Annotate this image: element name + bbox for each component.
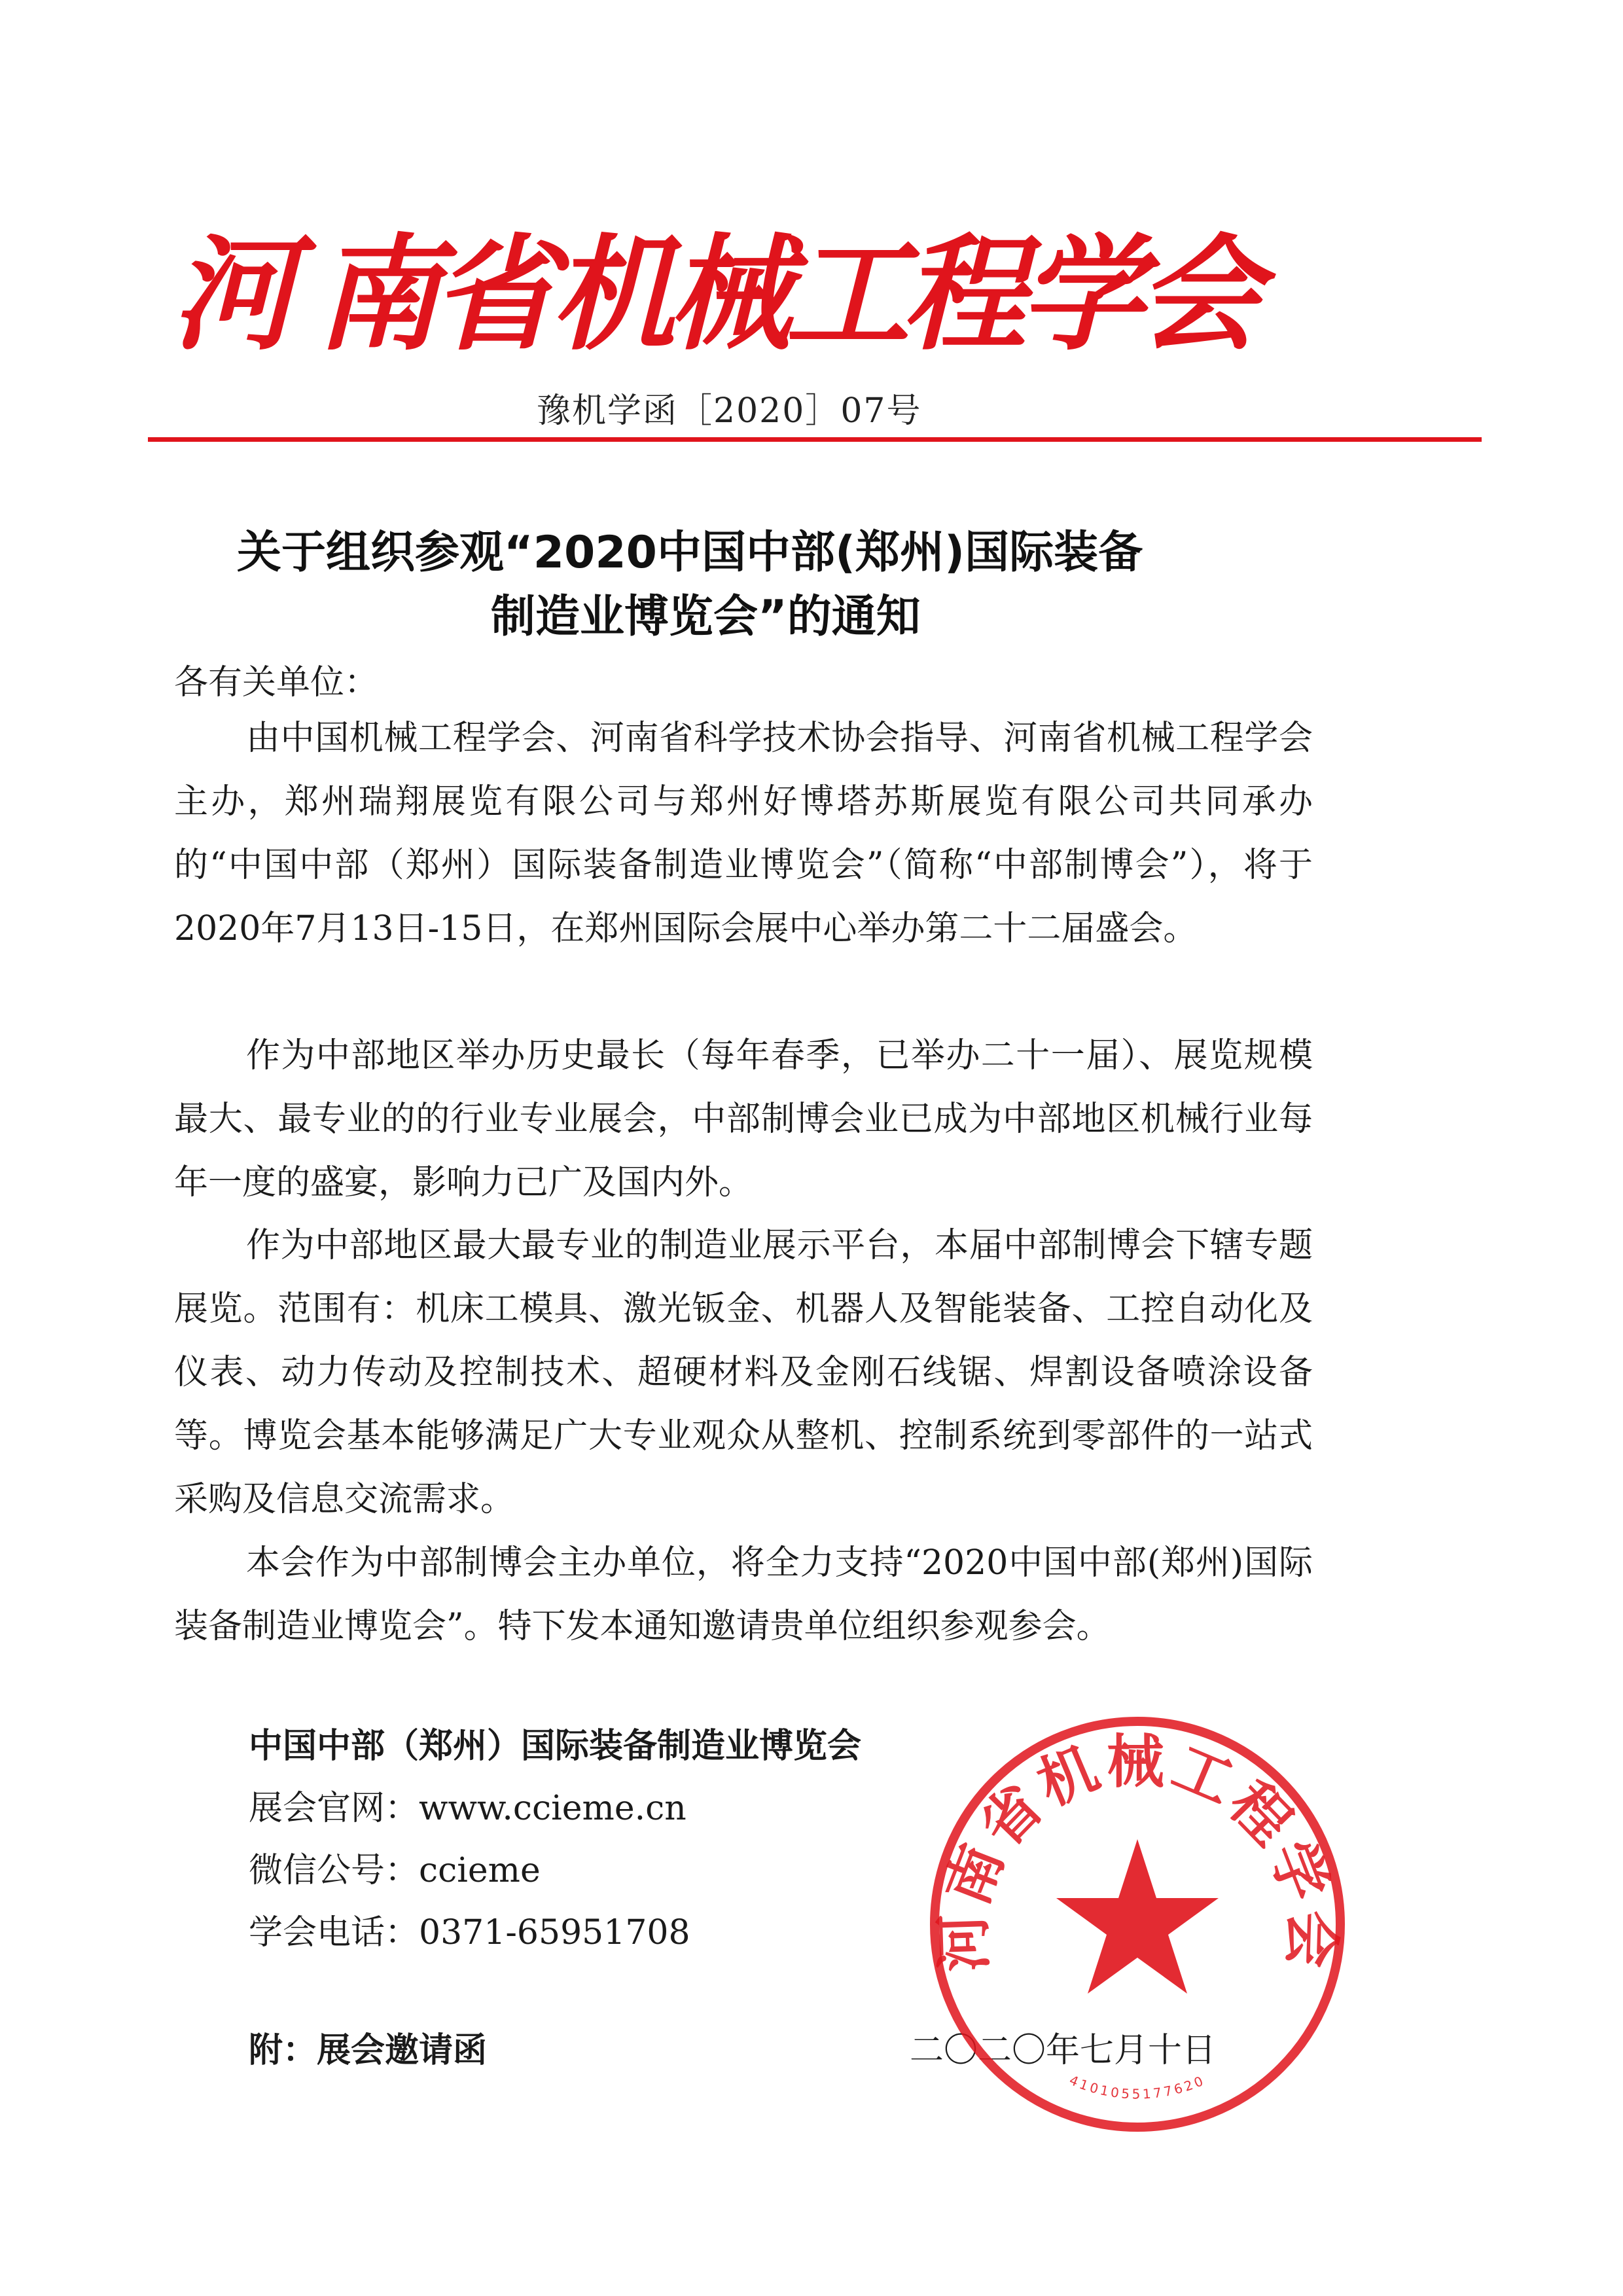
letterhead-char: 程: [902, 221, 1027, 367]
document-number: 豫机学函［2020］07号: [537, 391, 922, 431]
star-icon: [1056, 1839, 1219, 1994]
seal-code: 4101055177620: [1067, 2072, 1208, 2102]
salutation: 各有关单位：: [174, 663, 379, 702]
seal-text: 河南省机械工程学会: [928, 1727, 1347, 1973]
paragraph-3: 作为中部地区最大最专业的制造业展示平台，本届中部制博会下辖专题展览。范围有：机床工模具、激光钣金、机器人及智能装备、工控自动化及仪表、动力传动及控制技术、超硬材料及金刚石线锯、焊割设备喷涂设备等。博览会基本能够满足广大专业观众从整机、控制系统到零部件的一站式采购及信息交流需求。: [174, 1226, 1313, 1519]
expo-name: 中国中部（郑州）国际装备制造业博览会: [249, 1727, 862, 1766]
official-seal: [921, 1708, 1353, 2140]
letterhead-char: 南: [315, 221, 440, 367]
letterhead-char: 学: [1020, 221, 1145, 367]
notice-title-line2: 制造业博览会”的通知: [491, 591, 921, 643]
attachment-note: 附：展会邀请函: [249, 2031, 488, 2070]
letterhead-char: 河: [171, 221, 296, 367]
paragraph-1: 由中国机械工程学会、河南省科学技术协会指导、河南省机械工程学会主办，郑州瑞翔展览有限公司与郑州好博塔苏斯展览有限公司共同承办的“中国中部（郑州）国际装备制造业博览会”（简称“中部制博会”），将于2020年7月13日-15日，在郑州国际会展中心举办第二十二届盛会。: [174, 719, 1313, 948]
wechat-account: 微信公号：ccieme: [249, 1851, 541, 1890]
paragraph-2: 作为中部地区举办历史最长（每年春季，已举办二十一届）、展览规模最大、最专业的的行业专业展会，中部制博会业已成为中部地区机械行业每年一度的盛宴，影响力已广及国内外。: [174, 1036, 1313, 1202]
letterhead: [0, 216, 1623, 373]
letterhead-char: 会: [1137, 221, 1262, 367]
society-phone: 学会电话：0371-65951708: [249, 1913, 690, 1952]
notice-title-line1: 关于组织参观“2020中国中部(郑州)国际装备: [237, 527, 1143, 579]
letterhead-char: 械: [668, 221, 793, 367]
expo-website: 展会官网：www.ccieme.cn: [249, 1789, 687, 1828]
letterhead-char: 工: [785, 221, 910, 367]
issue-date: 二〇二〇年七月十日: [910, 2031, 1217, 2070]
red-divider: [148, 437, 1482, 442]
letterhead-char: 机: [551, 221, 676, 367]
letterhead-char: 省: [432, 221, 557, 367]
paragraph-4: 本会作为中部制博会主办单位，将全力支持“2020中国中部(郑州)国际装备制造业博览会”。特下发本通知邀请贵单位组织参观参会。: [174, 1543, 1313, 1646]
